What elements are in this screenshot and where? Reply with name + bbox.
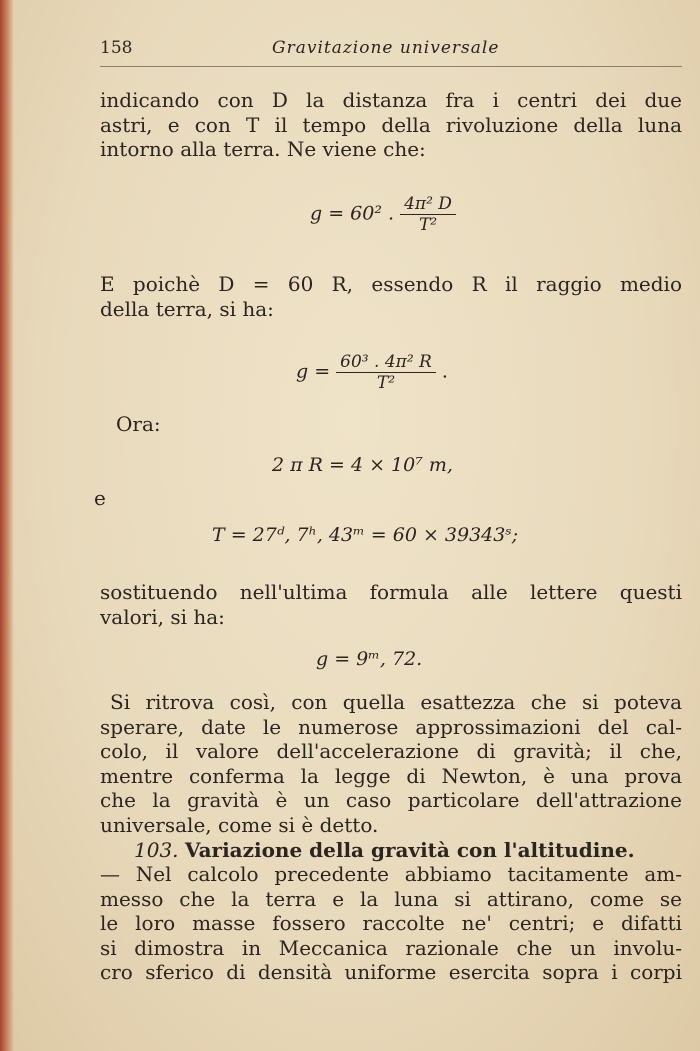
paragraph-intro	[100, 88, 682, 162]
paragraph-altitude	[100, 862, 682, 985]
section-title: Variazione della gravità con l'altitudine.	[184, 838, 635, 862]
fraction	[400, 194, 456, 235]
text-line: cro sferico di densità uniforme esercita sopra i corpi	[100, 960, 682, 984]
conjunction-e	[94, 486, 682, 511]
formula-period: T = 27ᵈ, 7ʰ, 43ᵐ = 60 × 39343ˢ;	[212, 524, 519, 546]
text-line: Ora:	[116, 412, 161, 436]
fraction	[336, 352, 436, 393]
fraction-denominator: T²	[376, 373, 396, 393]
formula-lhs: g = 60² .	[310, 202, 395, 225]
text-line: indicando con D la distanza fra i centri dei due	[100, 88, 682, 112]
running-title: Gravitazione universale	[272, 38, 500, 58]
section-heading	[134, 838, 682, 863]
text-line: sostituendo nell'ultima formula alle lettere questi	[100, 580, 682, 604]
text-line: le loro masse fossero raccolte ne' centri; e difatti	[100, 911, 682, 935]
text-line: sperare, date le numerose approssimazioni del cal-	[100, 714, 682, 739]
paragraph-conclusion	[100, 690, 682, 837]
formula-end-dot: .	[441, 360, 448, 383]
text-line: valori, si ha:	[100, 604, 225, 629]
text-line: della terra, si ha:	[100, 296, 274, 321]
text-line: che la gravità è un caso particolare dell'attrazione	[100, 788, 682, 812]
formula-g-second	[296, 352, 448, 393]
text-line: universale, come si è detto.	[100, 812, 379, 837]
section-number: 103.	[134, 838, 179, 862]
fraction-numerator: 60³ . 4π² R	[336, 352, 436, 373]
text-line: messo che la terra e la luna si attirano, come se	[100, 886, 682, 911]
text-line: intorno alla terra. Ne viene che:	[100, 137, 426, 161]
text-line: astri, e con T il tempo della rivoluzione della luna	[100, 112, 682, 137]
text-line: colo, il valore dell'accelerazione di gravità; il che,	[100, 739, 682, 763]
fraction-numerator: 4π² D	[400, 194, 456, 215]
formula-g-first	[310, 194, 456, 235]
formula-circumference: 2 π R = 4 × 10⁷ m,	[272, 454, 453, 476]
fraction-denominator: T²	[418, 215, 438, 235]
text-line: si dimostra in Meccanica razionale che un involu-	[100, 935, 682, 960]
formula-lhs: g =	[296, 360, 331, 383]
text-line: E poichè D = 60 R, essendo R il raggio medio	[100, 272, 682, 296]
page-number: 158	[100, 38, 133, 58]
page-header	[100, 36, 682, 67]
text-line: e	[94, 486, 106, 510]
text-line: Si ritrova così, con quella esattezza che si poteva	[110, 690, 682, 714]
label-ora	[116, 412, 682, 437]
paragraph-radius	[100, 272, 682, 321]
paragraph-substitution	[100, 580, 682, 629]
text-line: mentre conferma la legge di Newton, è una prova	[100, 763, 682, 788]
formula-result: g = 9ᵐ, 72.	[316, 648, 423, 670]
text-line: — Nel calcolo precedente abbiamo tacitamente am-	[100, 862, 682, 886]
